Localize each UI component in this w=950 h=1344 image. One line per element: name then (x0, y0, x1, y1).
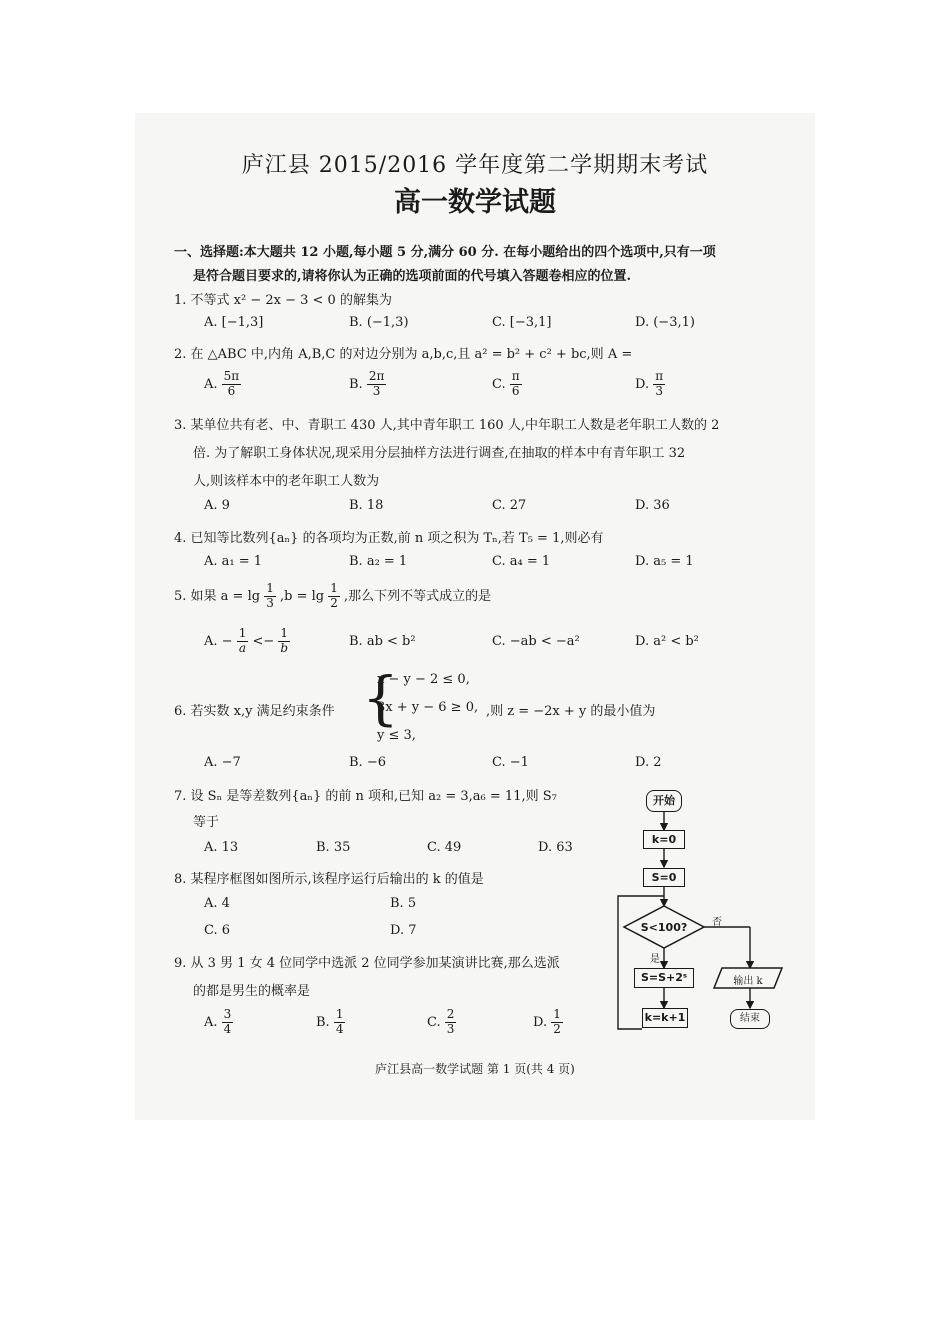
q2-stem: 2. 在 △ABC 中,内角 A,B,C 的对边分别为 a,b,c,且 a² = b² + c² + bc,则 A = (174, 347, 633, 362)
q6-stem-pre: 6. 若实数 x,y 满足约束条件 (174, 704, 335, 719)
q6-constraint-2: 3x + y − 6 ≥ 0, (377, 700, 479, 715)
option-label: A. − (204, 633, 233, 649)
option-label: B. (349, 376, 363, 392)
q5-stem-part: ,那么下列不等式成立的是 (344, 588, 492, 604)
flowchart-end: 结束 (730, 1009, 770, 1029)
flowchart-connectors (600, 780, 800, 1050)
q3-line1: 3. 某单位共有老、中、青职工 430 人,其中青年职工 160 人,中年职工人数是老年职工人数的 2 (174, 418, 720, 433)
q8-option-a: A. 4 (204, 896, 230, 911)
q1-option-c: C. [−3,1] (492, 315, 552, 330)
q4-option-a: A. a₁ = 1 (204, 554, 263, 569)
q6-option-a: A. −7 (204, 755, 241, 770)
q5-option-a (204, 627, 290, 656)
q1-stem: 1. 不等式 x² − 2x − 3 < 0 的解集为 (174, 293, 392, 308)
q9-line2: 的都是男生的概率是 (193, 984, 311, 999)
q3-option-a: A. 9 (204, 498, 230, 513)
fraction: $\frac{2\pi}{3}$ (368, 369, 385, 398)
q2-option-c (492, 370, 522, 399)
q6-constraint-3: y ≤ 3, (377, 728, 416, 743)
q3-line3: 人,则该样本中的老年职工人数为 (193, 474, 380, 489)
q5-stem (174, 582, 491, 611)
fraction: $\frac{2}{3}$ (446, 1007, 455, 1036)
fraction: $\frac{3}{4}$ (223, 1007, 232, 1036)
exam-title: 庐江县 2015/2016 学年度第二学期期末考试 (241, 153, 709, 178)
option-text: <− (252, 633, 275, 649)
fraction: $\frac{\pi}{3}$ (655, 369, 664, 398)
option-label: C. (492, 376, 506, 392)
q3-line2: 倍. 为了解职工身体状况,现采用分层抽样方法进行调查,在抽取的样本中有青年职工 32 (193, 446, 686, 461)
q7-line2: 等于 (193, 815, 220, 830)
flowchart-start: 开始 (646, 790, 682, 812)
option-label: A. (204, 376, 218, 392)
fraction: $\frac{1}{4}$ (335, 1007, 344, 1036)
q6-option-d: D. 2 (635, 755, 662, 770)
flowchart-k-init: k=0 (643, 830, 685, 849)
fraction: $\frac{1}{b}$ (280, 626, 289, 655)
q5-stem-part: ,b = lg (279, 588, 325, 604)
brace-symbol: { (362, 664, 399, 732)
flowchart-s-update: S=S+2ˢ (634, 968, 694, 988)
q7-option-c: C. 49 (427, 840, 462, 855)
section-instructions-line2: 是符合题目要求的,请将你认为正确的选项前面的代号填入答题卷相应的位置. (193, 269, 632, 284)
q2-option-b (349, 370, 386, 399)
q9-option-b (316, 1008, 345, 1037)
q6-constraint-1: x − y − 2 ≤ 0, (377, 672, 470, 687)
fraction: $\frac{5\pi}{6}$ (223, 369, 240, 398)
flowchart-s-init: S=0 (643, 868, 685, 887)
option-label: B. (316, 1014, 330, 1030)
fraction: $\frac{1}{a}$ (238, 626, 247, 655)
option-label: A. (204, 1014, 218, 1030)
q8-option-d: D. 7 (390, 923, 417, 938)
flowchart-k-update: k=k+1 (642, 1008, 688, 1028)
q7-line1: 7. 设 Sₙ 是等差数列{aₙ} 的前 n 项和,已知 a₂ = 3,a₆ = 11,则 S₇ (174, 789, 557, 804)
q3-option-d: D. 36 (635, 498, 670, 513)
q2-option-d (635, 370, 665, 399)
q9-line1: 9. 从 3 男 1 女 4 位同学中选派 2 位同学参加某演讲比赛,那么选派 (174, 956, 560, 971)
q5-option-c: C. −ab < −a² (492, 634, 580, 649)
q7-option-b: B. 35 (316, 840, 351, 855)
q9-option-a (204, 1008, 233, 1037)
fraction: $\frac{1}{2}$ (553, 1007, 561, 1036)
q4-stem: 4. 已知等比数列{aₙ} 的各项均为正数,前 n 项之积为 Tₙ,若 T₅ = 1,则必有 (174, 531, 604, 546)
q8-option-c: C. 6 (204, 923, 231, 938)
q6-stem-post: ,则 z = −2x + y 的最小值为 (486, 704, 656, 719)
q1-option-b: B. (−1,3) (349, 315, 409, 330)
q7-option-d: D. 63 (538, 840, 573, 855)
q4-option-b: B. a₂ = 1 (349, 554, 408, 569)
q6-option-b: B. −6 (349, 755, 386, 770)
q9-option-c (427, 1008, 456, 1037)
q3-option-c: C. 27 (492, 498, 527, 513)
q5-stem-part: 5. 如果 a = lg (174, 588, 261, 604)
q8-stem: 8. 某程序框图如图所示,该程序运行后输出的 k 的值是 (174, 872, 484, 887)
option-label: D. (533, 1014, 548, 1030)
flowchart-condition: S<100? (640, 921, 688, 934)
q5-option-b: B. ab < b² (349, 634, 416, 649)
flowchart-no-label: 否 (712, 917, 722, 928)
q3-option-b: B. 18 (349, 498, 384, 513)
flowchart-yes-label: 是 (650, 954, 660, 965)
exam-subtitle: 高一数学试题 (394, 187, 556, 218)
q8-option-b: B. 5 (390, 896, 417, 911)
q1-option-d: D. (−3,1) (635, 315, 695, 330)
fraction: $\frac{1}{3}$ (266, 581, 274, 610)
q7-option-a: A. 13 (204, 840, 239, 855)
option-label: C. (427, 1014, 441, 1030)
option-label: D. (635, 376, 650, 392)
q4-option-c: C. a₄ = 1 (492, 554, 551, 569)
q2-option-a (204, 370, 241, 399)
q5-option-d: D. a² < b² (635, 634, 699, 649)
fraction: $\frac{\pi}{6}$ (511, 369, 520, 398)
q1-option-a: A. [−1,3] (204, 315, 264, 330)
page-footer: 庐江县高一数学试题 第 1 页(共 4 页) (375, 1062, 575, 1076)
q4-option-d: D. a₅ = 1 (635, 554, 694, 569)
fraction: $\frac{1}{2}$ (330, 581, 338, 610)
q6-option-c: C. −1 (492, 755, 529, 770)
flowchart-output: 输出 k (733, 976, 763, 987)
section-instructions-line1: 一、选择题:本大题共 12 小题,每小题 5 分,满分 60 分. 在每小题给出的四个选项中,只有一项 (174, 245, 716, 260)
q9-option-d (533, 1008, 563, 1037)
